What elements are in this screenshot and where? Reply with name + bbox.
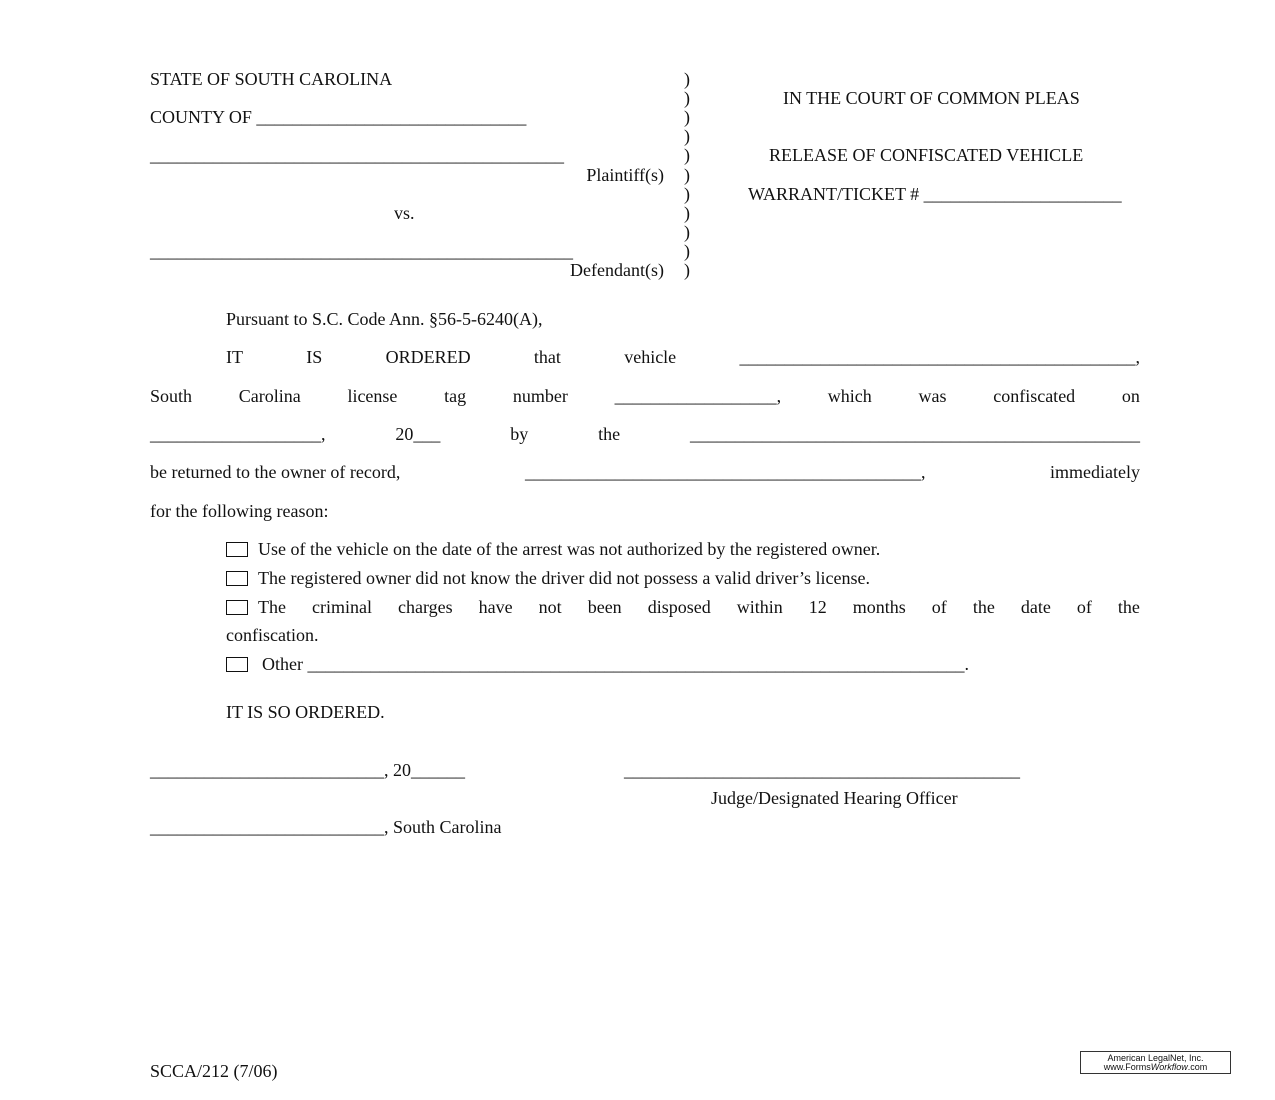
order-word: the [598,424,621,444]
caption-divider: ) [684,241,690,261]
confiscation-date-blank: ___________________, [150,424,326,444]
reason-word: not [538,597,562,617]
caption-divider: ) [684,184,690,204]
order-word: South [150,386,193,406]
order-line-vehicle [226,346,1140,368]
statute-reference: Pursuant to S.C. Code Ann. §56-5-6240(A), [226,309,543,329]
agency-blank: __________________________________________________ [690,424,1140,444]
reason-word: disposed [647,597,711,617]
court-name: IN THE COURT OF COMMON PLEAS [783,88,1080,108]
order-line-license [150,385,1140,407]
defendant-label: Defendant(s) [570,260,664,280]
reason-option-other [226,653,969,675]
order-text: be returned to the owner of record, [150,462,401,482]
order-word: confiscated [993,386,1076,406]
reason-word: within [736,597,783,617]
publisher-url-part: www.Forms [1103,1062,1151,1072]
order-date-blank: __________________________, 20______ [150,760,465,780]
order-word: by [510,424,529,444]
confiscation-year-blank: 20___ [395,424,441,444]
publisher-url-part: Workflow [1150,1062,1188,1072]
order-word: ORDERED [385,347,471,367]
reason-text: The registered owner did not know the driver did not possess a valid driver’s license. [258,568,871,588]
state-heading: STATE OF SOUTH CAROLINA [150,69,393,89]
reason-checkbox-other[interactable] [226,657,248,672]
so-ordered: IT IS SO ORDERED. [226,702,385,722]
publisher-name: American LegalNet, Inc. [1107,1053,1204,1063]
reason-word: the [1117,597,1140,617]
caption-divider: ) [684,126,690,146]
reason-text-continued: confiscation. [226,625,319,645]
signing-location-blank: __________________________, South Carolina [150,817,502,837]
judge-signature-line: ____________________________________________ [624,760,1020,780]
reason-intro: for the following reason: [150,501,329,521]
versus-label: vs. [394,203,415,223]
reason-word: The [258,597,286,617]
reason-word: months [852,597,906,617]
reason-word: the [972,597,995,617]
order-line-owner [150,461,1140,483]
vehicle-blank: ____________________________________________, [739,347,1140,367]
publisher-badge [1080,1051,1231,1074]
reason-word: charges [398,597,453,617]
reason-word: been [587,597,622,617]
defendant-line: _______________________________________________ [150,241,573,261]
reason-checkbox-no-knowledge[interactable] [226,571,248,586]
order-word: tag [444,386,467,406]
order-word: vehicle [624,347,677,367]
plaintiff-line: ______________________________________________ [150,145,564,165]
county-field: COUNTY OF ______________________________ [150,107,527,127]
reason-option-no-knowledge [226,567,870,589]
publisher-url [1081,1063,1230,1072]
warrant-ticket-field: WARRANT/TICKET # ______________________ [748,184,1122,204]
reason-word: 12 [808,597,827,617]
reason-word: date [1020,597,1051,617]
publisher-url-part: .com [1187,1062,1208,1072]
caption-divider: ) [684,165,690,185]
order-word: number [512,386,568,406]
reason-option-not-disposed [226,596,1140,618]
order-line-date [150,423,1140,445]
owner-of-record-blank: ____________________________________________, [524,462,926,482]
caption-divider: ) [684,222,690,242]
order-word: immediately [1050,462,1140,482]
form-number: SCCA/212 (7/06) [150,1061,278,1081]
reason-text [258,596,1140,618]
caption-divider: ) [684,107,690,127]
caption-divider: ) [684,145,690,165]
order-word: IT [226,347,243,367]
other-reason-blank: Other _________________________________________________________________________. [262,654,969,674]
reason-word: have [478,597,513,617]
order-word: was [918,386,947,406]
caption-divider: ) [684,203,690,223]
reason-word: of [1076,597,1092,617]
caption-divider: ) [684,69,690,89]
order-word: license [347,386,398,406]
reason-option-unauthorized [226,538,880,560]
judge-signature-label: Judge/Designated Hearing Officer [711,788,958,808]
order-word: that [533,347,561,367]
reason-word: of [931,597,947,617]
order-word: Carolina [238,386,301,406]
caption-divider: ) [684,88,690,108]
form-title: RELEASE OF CONFISCATED VEHICLE [769,145,1084,165]
reason-word: criminal [312,597,372,617]
license-tag-blank: __________________, [614,386,782,406]
order-word: IS [306,347,323,367]
order-word: which [827,386,872,406]
caption-divider: ) [684,260,690,280]
reason-text: Use of the vehicle on the date of the arrest was not authorized by the registered owner. [258,539,881,559]
reason-checkbox-unauthorized[interactable] [226,542,248,557]
plaintiff-label: Plaintiff(s) [586,165,664,185]
order-word: on [1121,386,1140,406]
reason-checkbox-not-disposed[interactable] [226,600,248,615]
